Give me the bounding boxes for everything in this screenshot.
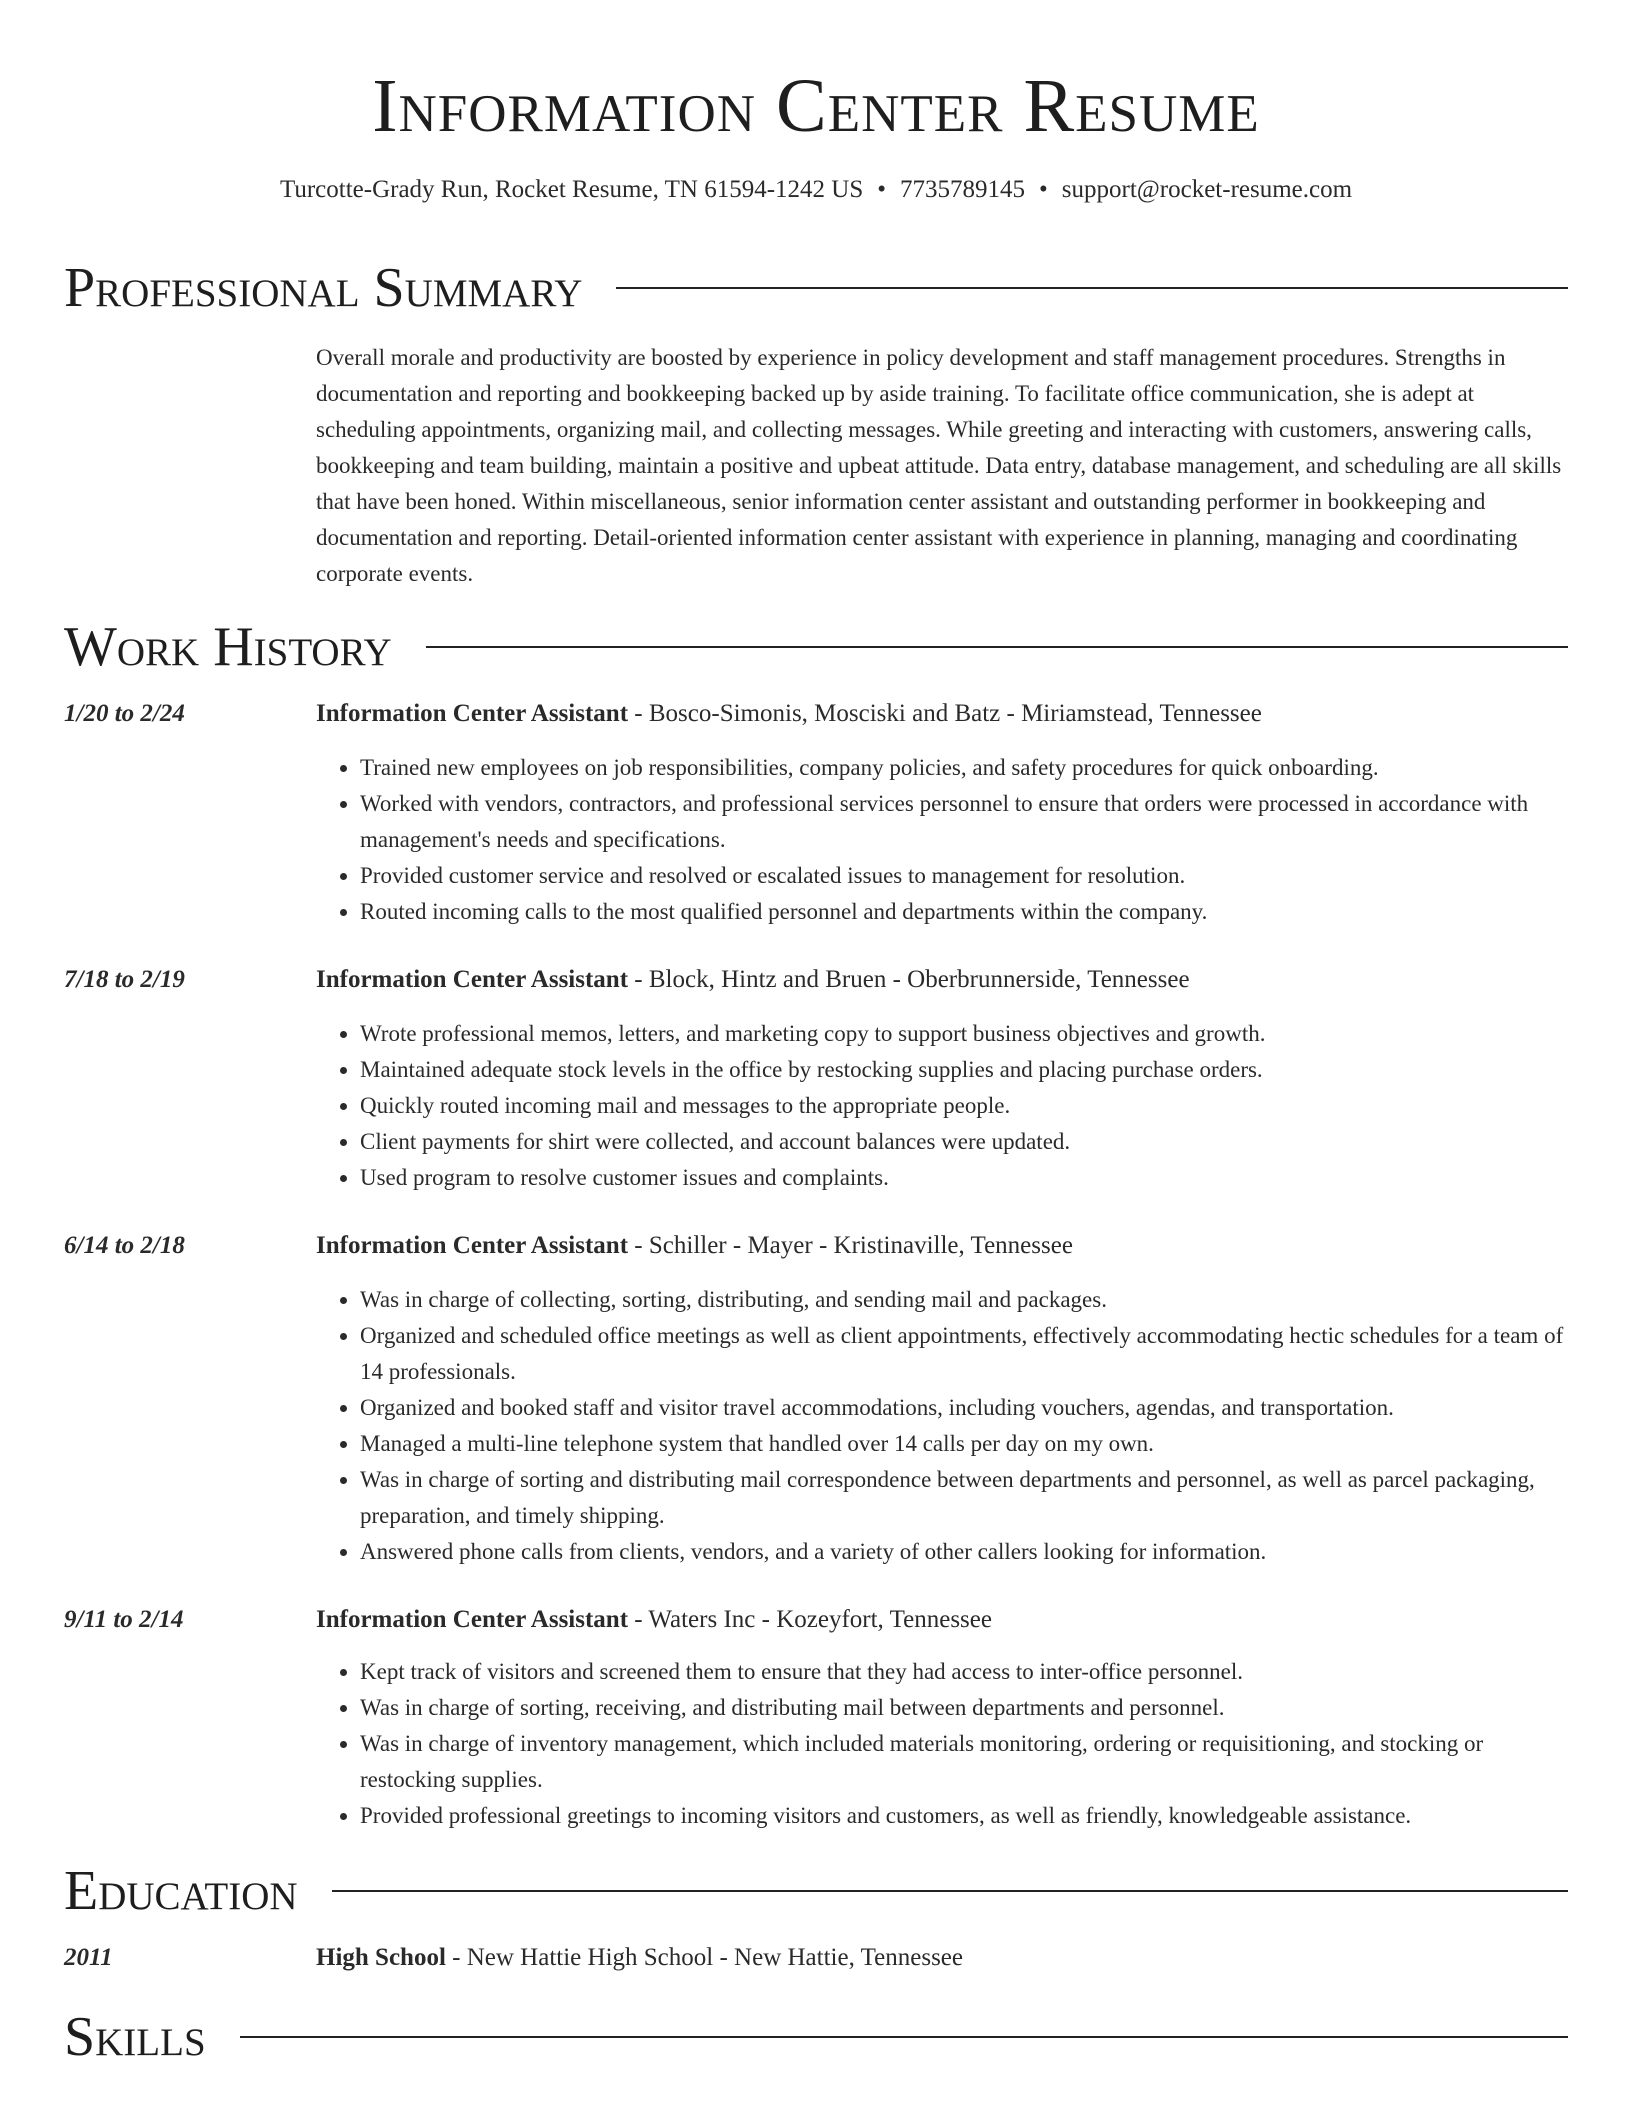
contact-address: Turcotte-Grady Run, Rocket Resume, TN 61594-1242 US (279, 176, 864, 203)
job-dates: 7/18 to 2/19 (64, 966, 185, 993)
list-item: • Was in charge of sorting and distributing mail correspondence between departments and personnel, as well as parcel packaging, preparation, and timely shipping. (360, 1462, 1568, 1534)
list-item: • Quickly routed incoming mail and messages to the appropriate people. (360, 1088, 1568, 1124)
section-divider (240, 2036, 1568, 2038)
section-divider (426, 646, 1568, 648)
job-heading (316, 1229, 1568, 1263)
summary-section-header (64, 256, 1568, 320)
list-item: • Organized and scheduled office meetings as well as client appointments, effectively accommodating hectic schedules for a team of 14 professionals. (360, 1318, 1568, 1390)
job-bullets (316, 750, 1568, 930)
job-bullets (316, 1654, 1568, 1834)
contact-line (0, 174, 1632, 206)
summary-paragraph: Overall morale and productivity are boosted by experience in policy development and staff management procedures. Strengths in documentation and reporting and bookkeeping backed up by aside training. To facilitate office communication, she is adept at scheduling appointments, organizing mail, and collecting messages. While greeting and interacting with customers, answering calls, bookkeeping and team building, maintain a positive and upbeat attitude. Data entry, database management, and scheduling are all skills that have been honed. Within miscellaneous, senior information center assistant and outstanding performer in bookkeeping and documentation and reporting. Detail-oriented information center assistant with experience in planning, managing and coordinating corporate events. (316, 345, 1562, 586)
contact-separator: • (1039, 176, 1048, 203)
contact-phone[interactable]: 7735789145 (900, 176, 1025, 203)
job-company: - Bosco-Simonis, Mosciski and Batz - Miriamstead, Tennessee (628, 700, 1262, 727)
education-degree: High School (316, 1944, 446, 1971)
job-dates: 6/14 to 2/18 (64, 1232, 185, 1259)
resume-name: Information Center Resume (372, 64, 1260, 148)
list-item: • Routed incoming calls to the most qualified personnel and departments within the company. (360, 894, 1568, 930)
job-bullets (316, 1282, 1568, 1570)
job-company: - Schiller - Mayer - Kristinaville, Tennessee (628, 1232, 1073, 1259)
job-company: - Block, Hintz and Bruen - Oberbrunnerside, Tennessee (628, 966, 1190, 993)
job-heading (316, 1603, 1568, 1637)
list-item: • Was in charge of inventory management, which included materials monitoring, ordering or requisitioning, and stocking or restocking supplies. (360, 1726, 1568, 1798)
skills-section-header (64, 2005, 1568, 2069)
job-heading (316, 963, 1568, 997)
education-year: 2011 (64, 1944, 113, 1971)
job-bullets (316, 1016, 1568, 1196)
section-divider (616, 287, 1568, 289)
section-title: Education (64, 1860, 298, 1922)
job-company: - Waters Inc - Kozeyfort, Tennessee (628, 1606, 992, 1633)
list-item: • Provided professional greetings to incoming visitors and customers, as well as friendly, knowledgeable assistance. (360, 1798, 1568, 1834)
contact-email[interactable]: support@rocket-resume.com (1061, 176, 1353, 203)
list-item: • Organized and booked staff and visitor travel accommodations, including vouchers, agendas, and transportation. (360, 1390, 1568, 1426)
section-title: Professional Summary (64, 257, 583, 319)
job-dates: 9/11 to 2/14 (64, 1606, 184, 1633)
contact-separator: • (877, 176, 886, 203)
job-title: Information Center Assistant (316, 1606, 629, 1633)
list-item: • Kept track of visitors and screened them to ensure that they had access to inter-office personnel. (360, 1654, 1568, 1690)
list-item: • Provided customer service and resolved or escalated issues to management for resolution. (360, 858, 1568, 894)
education-heading (316, 1941, 1568, 1975)
list-item: • Managed a multi-line telephone system that handled over 14 calls per day on my own. (360, 1426, 1568, 1462)
list-item: • Was in charge of collecting, sorting, distributing, and sending mail and packages. (360, 1282, 1568, 1318)
section-title: Skills (64, 2006, 206, 2068)
section-divider (332, 1890, 1568, 1892)
list-item: • Wrote professional memos, letters, and marketing copy to support business objectives and growth. (360, 1016, 1568, 1052)
list-item: • Answered phone calls from clients, vendors, and a variety of other callers looking for information. (360, 1534, 1568, 1570)
job-title: Information Center Assistant (316, 700, 629, 727)
job-title: Information Center Assistant (316, 966, 629, 993)
section-title: Work History (64, 616, 392, 678)
list-item: • Client payments for shirt were collected, and account balances were updated. (360, 1124, 1568, 1160)
job-heading (316, 697, 1568, 731)
list-item: • Used program to resolve customer issues and complaints. (360, 1160, 1568, 1196)
list-item: • Was in charge of sorting, receiving, and distributing mail between departments and personnel. (360, 1690, 1568, 1726)
job-dates: 1/20 to 2/24 (64, 700, 185, 727)
list-item: • Trained new employees on job responsibilities, company policies, and safety procedures for quick onboarding. (360, 750, 1568, 786)
work-history-section-header (64, 615, 1568, 679)
education-section-header (64, 1859, 1568, 1923)
education-school: - New Hattie High School - New Hattie, Tennessee (445, 1944, 963, 1971)
list-item: • Worked with vendors, contractors, and professional services personnel to ensure that orders were processed in accordance with management's needs and specifications. (360, 786, 1568, 858)
job-title: Information Center Assistant (316, 1232, 629, 1259)
list-item: • Maintained adequate stock levels in the office by restocking supplies and placing purchase orders. (360, 1052, 1568, 1088)
